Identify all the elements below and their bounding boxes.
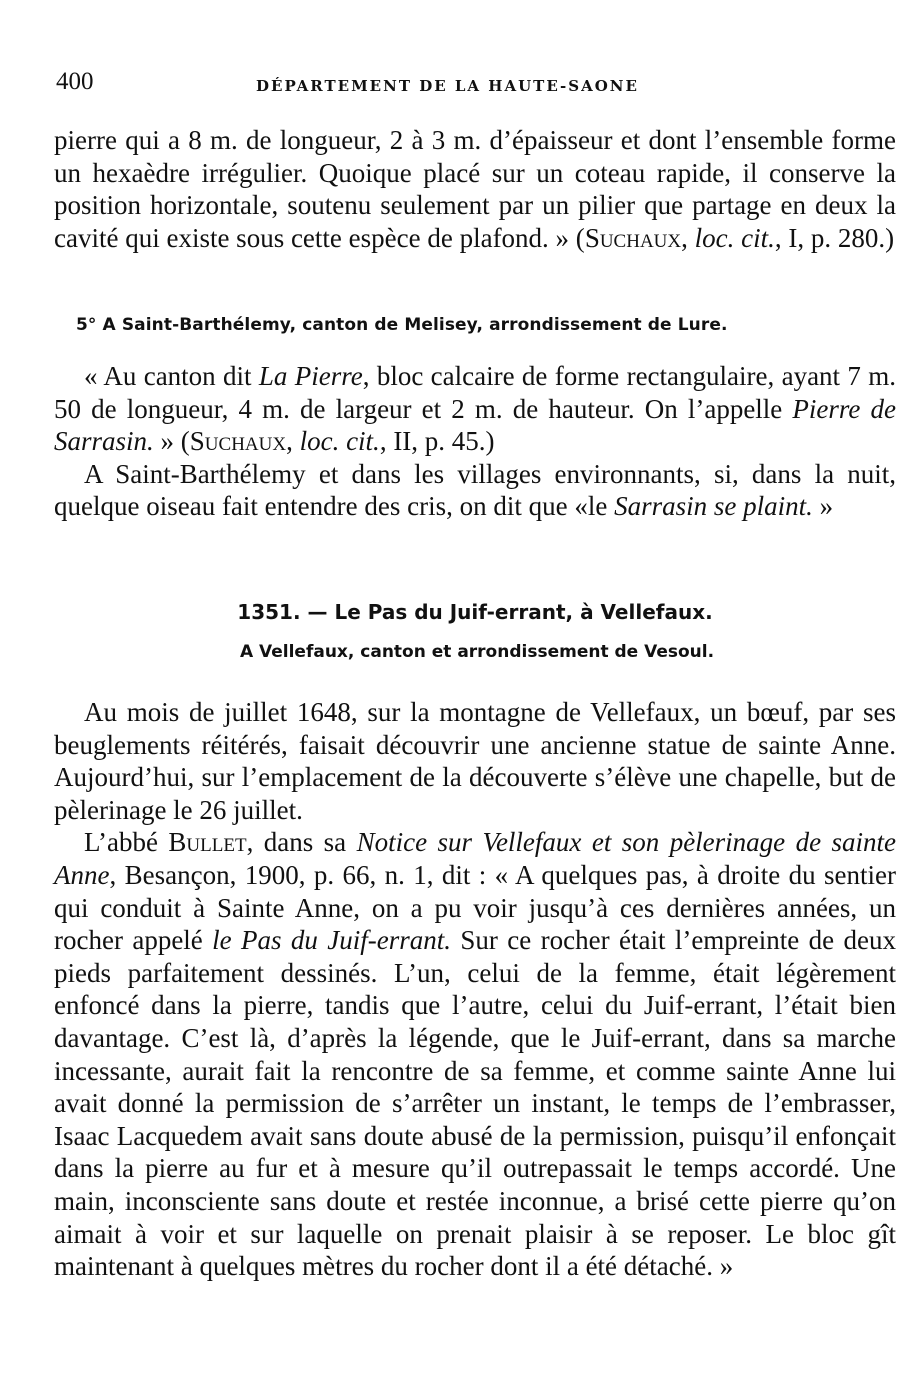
- section-title: 1351. — Le Pas du Juif-errant, à Vellefaux.: [237, 600, 713, 624]
- text-run: , bloc calcaire de forme rectangulaire, ayant 7 m. 50 de longueur, 4 m. de largeur et 2 m. de hauteur. On l’appelle: [54, 361, 897, 424]
- vellefaux-block: [54, 696, 896, 1283]
- page-number: 400: [56, 68, 94, 95]
- italic-term: La Pierre: [258, 361, 363, 391]
- citation: loc. cit.: [299, 426, 380, 457]
- text-run: , Besançon, 1900, p. 66, n. 1, dit : « A quelques pas, à droite du sentier qui conduit à Sainte Anne, on a pu voir jusqu’à ces dernières années, un rocher appelé: [54, 859, 896, 956]
- text-run: , II, p. 45.): [379, 426, 495, 457]
- running-title: DÉPARTEMENT DE LA HAUTE-SAONE: [256, 77, 639, 95]
- author-name: Suchaux: [584, 222, 682, 253]
- text-run: , dans sa: [246, 827, 357, 858]
- paragraph: [54, 826, 896, 1282]
- text-run: Sur ce rocher était l’empreinte de deux pieds parfaitement dessinés. L’un, celui de la femme, était légèrement enfoncé dans la pierre, tandis que l’autre, celui du Juif-errant, l’était bien davantage. C’est là, d’après la légende, que le Juif-errant, dans sa marche incessante, aurait fait la rencontre de sa femme, et comme sainte Anne lui avait donné la permission de s’arrêter un instant, le temps de l’embrasser, Isaac Lacquedem avait sans doute abusé de la permission, puisqu’il enfonçait dans la pierre au fur et à mesure qu’il outrepassait le temps accordé. Une main, inconsciente sans doute et restée inconnue, a brisé cette pierre qu’on aimait à voir et sur laquelle on prenait plaisir à se reposer. Le bloc gît maintenant à quelques mètres du rocher dont il a été détaché. »: [54, 925, 896, 1282]
- text-run: ,: [286, 426, 300, 457]
- text-run: ,: [681, 222, 695, 253]
- page-header: [56, 68, 896, 104]
- location-subheading: 5° A Saint-Barthélemy, canton de Melisey, arrondissement de Lure.: [76, 315, 728, 335]
- italic-term: Pierre de Sarrasin.: [54, 393, 897, 457]
- continued-paragraph-block: [54, 124, 896, 254]
- text-run: » (: [153, 426, 190, 457]
- text-run: , I, p. 280.): [774, 222, 895, 253]
- italic-term: le Pas du Juif-errant.: [212, 925, 452, 956]
- text-run: L’abbé: [84, 827, 169, 858]
- text-run: A Saint-Barthélemy et dans les villages environnants, si, dans la nuit, quelque oiseau fait entendre des cris, on dit que «le: [54, 458, 896, 522]
- book-title: Notice sur Vellefaux et son pèlerinage de sainte Anne: [54, 827, 896, 890]
- italic-term: Sarrasin se plaint.: [614, 491, 813, 522]
- text-run: « Au canton dit: [84, 361, 259, 391]
- paragraph: [54, 458, 896, 523]
- paragraph: [54, 124, 896, 254]
- text-run: pierre qui a 8 m. de longueur, 2 à 3 m. d’épaisseur et dont l’ensemble forme un hexaèdre irrégulier. Quoique placé sur un coteau rapide, il conserve la position horizontale, soutenu seulement par un pilier que partage en deux la cavité qui existe sous cette espèce de plafond. » (: [54, 125, 896, 253]
- paragraph: Au mois de juillet 1648, sur la montagne de Vellefaux, un bœuf, par ses beuglements réitérés, faisait découvrir une ancienne statue de sainte Anne. Aujourd’hui, sur l’emplacement de la découverte s’élève une chapelle, but de pèlerinage le 26 juillet.: [54, 697, 896, 825]
- citation: loc. cit.: [694, 222, 775, 253]
- paragraph: [54, 360, 896, 458]
- section-subtitle: A Vellefaux, canton et arrondissement de Vesoul.: [239, 642, 715, 662]
- text-run: »: [812, 491, 834, 522]
- author-name: Suchaux: [189, 426, 287, 457]
- saint-barthelemy-block: [54, 360, 896, 523]
- author-name: Bullet: [168, 827, 247, 858]
